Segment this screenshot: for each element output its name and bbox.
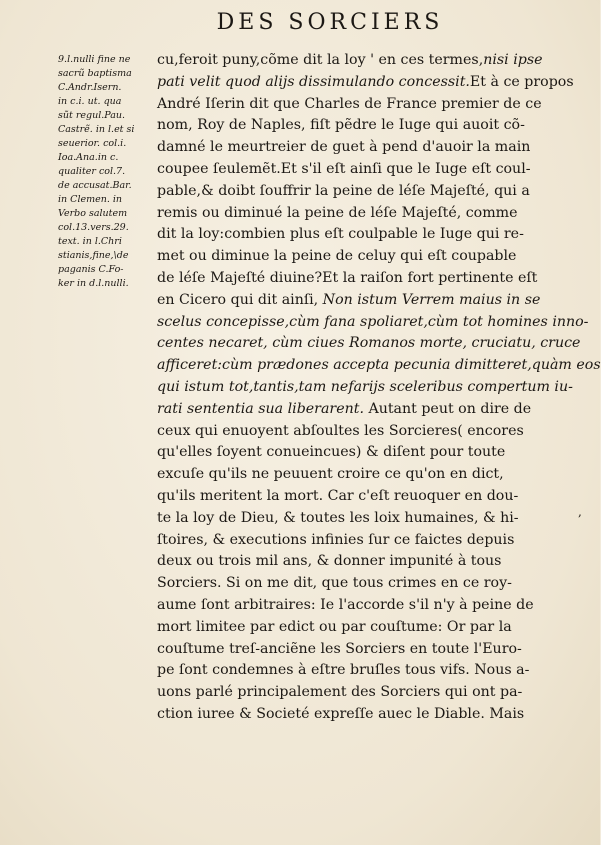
text-segment: ction iuree & Societé expreſſe auec le Diable. Mais: [157, 705, 525, 722]
margin-note-line: paganis C.Fo-: [58, 264, 124, 275]
text-segment: uons parlé principalement des Sorciers qui ont pa-: [157, 684, 523, 701]
text-line: [157, 617, 563, 639]
text-line: [157, 421, 563, 443]
running-header: DES SORCIERS: [216, 10, 444, 35]
text-segment: couſtume treſ-anciẽne les Sorciers en toute l'Euro-: [157, 640, 522, 657]
margin-note-line: Ioa.Ana.in c.: [58, 152, 119, 163]
body-text: [157, 50, 601, 726]
text-segment: en Cicero qui dit ainſi,: [157, 291, 323, 308]
text-line: [157, 464, 563, 486]
text-segment: nom, Roy de Naples, fiſt pẽdre le Iuge qui auoit cõ-: [157, 117, 525, 134]
text-line: [157, 137, 563, 159]
text-line: [157, 399, 563, 421]
text-line: [157, 203, 563, 225]
text-line: [157, 246, 563, 268]
margin-note-line: ker in d.l.nulli.: [58, 278, 129, 289]
text-line: [157, 333, 581, 355]
text-line: [157, 181, 563, 203]
text-line: [157, 573, 563, 595]
text-segment: ceux qui enuoyent abſoultes les Sorcieres( encores: [157, 422, 524, 439]
margin-note-line: text. in l.Chri: [58, 236, 122, 247]
text-segment: aume ſont arbitraires: Ie l'accorde s'il n'y à peine de: [157, 596, 534, 613]
text-line: [157, 551, 563, 573]
margin-note-line: seuerior. col.i.: [58, 138, 127, 149]
latin-quote: qui istum tot,tantis,tam nefarijs sceleribus compertum iu-: [157, 378, 573, 395]
margin-note-line: de accusat.Bar.: [58, 180, 132, 191]
margin-note-line: Verbo salutem: [58, 208, 128, 219]
text-segment: qu'ils meritent la mort. Car c'eſt reuoquer en dou-: [157, 487, 519, 504]
text-segment: de léſe Majeſté diuine?Et la raiſon fort pertinente eſt: [157, 269, 538, 286]
text-segment: André Iſerin dit que Charles de France premier de ce: [157, 95, 542, 112]
margin-note-line: sacrũ baptisma: [58, 68, 132, 79]
text-segment: pe ſont condemnes à eſtre bruſles tous vifs. Nous a-: [157, 662, 530, 679]
text-line: [157, 486, 563, 508]
margin-note-line: Castrẽ. in l.et si: [58, 124, 135, 135]
text-line: [157, 530, 563, 552]
margin-note-line: in Clemen. in: [58, 194, 123, 205]
text-line: [157, 660, 563, 682]
margin-note-line: sũt regul.Pau.: [58, 110, 126, 121]
margin-notes: [58, 53, 153, 291]
text-segment: mort limitee par edict ou par couſtume: Or par la: [157, 618, 512, 635]
text-segment: cu,feroit puny,cõme dit la loy ' en ces termes,: [157, 52, 484, 68]
text-line: [157, 290, 563, 312]
text-line: [157, 595, 563, 617]
text-segment: met ou diminue la peine de celuy qui eſt coupable: [157, 248, 517, 265]
text-segment: qu'elles ſoyent conueincues) & diſent pour toute: [157, 444, 506, 461]
text-line: [157, 268, 563, 290]
text-segment: ſtoires, & executions infinies ſur ce faictes depuis: [157, 531, 515, 548]
latin-quote: Non istum Verrem maius in se: [322, 291, 541, 308]
text-line: [157, 377, 573, 399]
text-segment: te la loy de Dieu, & toutes les loix humaines, & hi-: [157, 509, 519, 526]
text-segment: dit la loy:combien plus eſt coulpable le Iuge qui re-: [157, 226, 524, 243]
text-segment: coupee ſeulemẽt.Et s'il eſt ainſi que le Iuge eſt coul-: [157, 160, 531, 177]
text-segment: excuſe qu'ils ne peuuent croire ce qu'on en dict,: [157, 466, 504, 483]
margin-note-line: 9.l.nulli fine ne: [58, 54, 131, 65]
text-segment: deux ou trois mil ans, & donner impunité à tous: [157, 553, 502, 570]
text-segment: Autant peut on dire de: [363, 400, 532, 417]
margin-note-line: col.13.vers.29.: [58, 222, 129, 233]
text-segment: pable,& doibt ſouffrir la peine de léſe Majeſté, qui a: [157, 182, 530, 199]
latin-quote: afficeret:cùm prædones accepta pecunia dimitteret,quàm eos: [157, 357, 601, 374]
text-line: [157, 94, 563, 116]
text-line: [157, 312, 589, 334]
margin-note-line: stianis,fine,\de: [58, 250, 129, 261]
text-line: [157, 224, 563, 246]
text-segment: remis ou diminué la peine de léſe Majeſté, comme: [157, 204, 518, 221]
text-line: [157, 682, 563, 704]
text-line: [157, 639, 563, 661]
text-line: [157, 508, 563, 530]
margin-note-line: in c.i. ut. qua: [58, 96, 122, 107]
latin-quote: pati velit quod alijs dissimulando concessit.: [157, 73, 470, 90]
latin-quote: scelus concepisse,cùm fana spoliaret,cùm tot homines inno-: [157, 313, 589, 330]
text-line: [157, 442, 563, 464]
text-segment: damné le meurtreier de guet à pend d'auoir la main: [157, 139, 531, 156]
margin-mark: ,: [578, 505, 582, 519]
margin-note-line: qualiter col.7.: [58, 166, 126, 177]
text-segment: Et à ce propos: [469, 73, 574, 90]
text-line: [157, 72, 574, 94]
latin-quote: nisi ipse: [483, 52, 543, 68]
text-line: [157, 115, 563, 137]
text-line: [157, 704, 563, 726]
margin-note-line: C.Andr.Isern.: [58, 82, 122, 93]
text-segment: Sorciers. Si on me dit, que tous crimes en ce roy-: [157, 575, 512, 592]
text-line: [157, 50, 563, 72]
latin-quote: centes necaret, cùm ciues Romanos morte, cruciatu, cruce: [157, 335, 581, 352]
latin-quote: rati sententia sua liberarent.: [157, 400, 364, 417]
text-line: [157, 355, 601, 377]
text-line: [157, 159, 563, 181]
